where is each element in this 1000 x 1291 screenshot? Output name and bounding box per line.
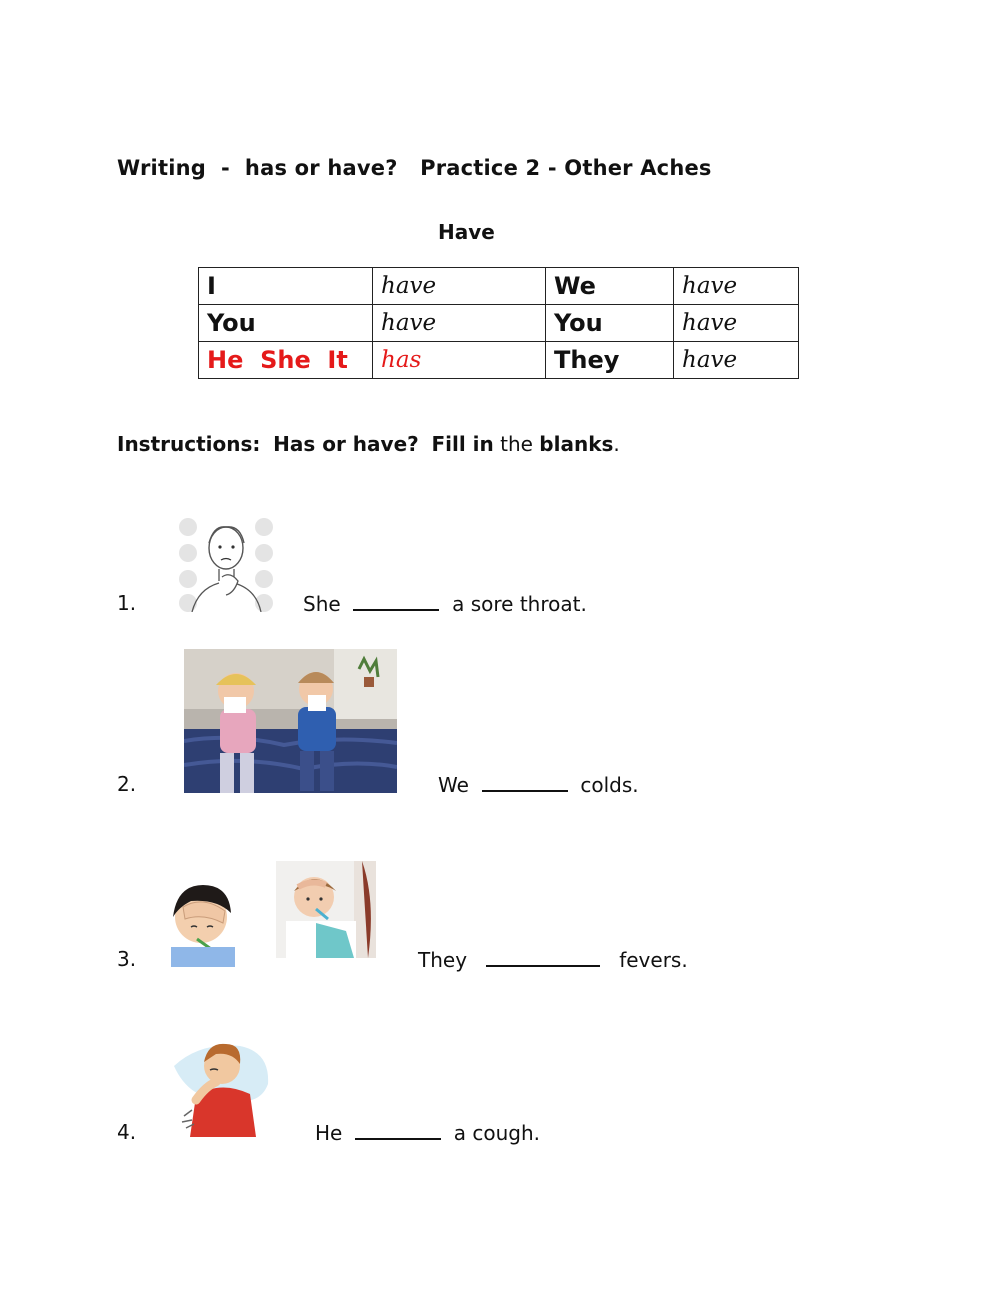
exercise-sentence	[418, 947, 688, 972]
exercise-number: 1.	[117, 591, 137, 615]
table-row	[199, 342, 799, 379]
table-heading: Have	[438, 220, 495, 244]
instructions-blanks: blanks	[539, 432, 614, 456]
exercise-number: 2.	[117, 772, 137, 796]
pronoun-cell-highlight: He She It	[199, 342, 373, 379]
exercise-sentence	[303, 591, 587, 616]
exercise-rest: a sore throat.	[452, 592, 587, 616]
table-row	[199, 268, 799, 305]
verb-cell: have	[674, 268, 799, 305]
pronoun-cell: I	[199, 268, 373, 305]
exercise-number: 3.	[117, 947, 137, 971]
instructions-label: Instructions:	[117, 432, 261, 456]
verb-cell: have	[373, 268, 546, 305]
instructions-question: Has or have?	[273, 432, 419, 456]
exercise-sentence	[438, 772, 639, 797]
exercise-sentence	[315, 1120, 540, 1145]
fever-child-image-2	[276, 861, 376, 958]
sore-throat-image	[178, 515, 275, 612]
instructions	[117, 432, 620, 456]
verb-cell: have	[674, 342, 799, 379]
instructions-period: .	[613, 432, 620, 456]
coughing-boy-image	[170, 1036, 273, 1137]
exercise-subject: He	[315, 1121, 343, 1145]
pronoun-cell: They	[546, 342, 674, 379]
exercise-number: 4.	[117, 1120, 137, 1144]
answer-blank[interactable]	[353, 591, 439, 611]
exercise-subject: We	[438, 773, 469, 797]
verb-cell: have	[674, 305, 799, 342]
exercise-subject: She	[303, 592, 341, 616]
verb-cell: have	[373, 305, 546, 342]
exercise-rest: colds.	[580, 773, 639, 797]
instructions-the: the	[493, 432, 540, 456]
answer-blank[interactable]	[355, 1120, 441, 1140]
answer-blank[interactable]	[482, 772, 568, 792]
conjugation-table	[198, 267, 799, 379]
worksheet-title: Writing - has or have? Practice 2 - Other Aches	[117, 156, 712, 180]
exercise-rest: fevers.	[619, 948, 688, 972]
pronoun-cell: We	[546, 268, 674, 305]
exercise-subject: They	[418, 948, 468, 972]
fever-child-image-1	[163, 877, 243, 967]
instructions-fill-in: Fill in	[431, 432, 494, 456]
answer-blank[interactable]	[486, 947, 600, 967]
table-row	[199, 305, 799, 342]
verb-cell-highlight: has	[373, 342, 546, 379]
exercise-rest: a cough.	[453, 1121, 541, 1145]
pronoun-cell: You	[546, 305, 674, 342]
pronoun-cell: You	[199, 305, 373, 342]
girls-with-colds-image	[184, 649, 397, 793]
